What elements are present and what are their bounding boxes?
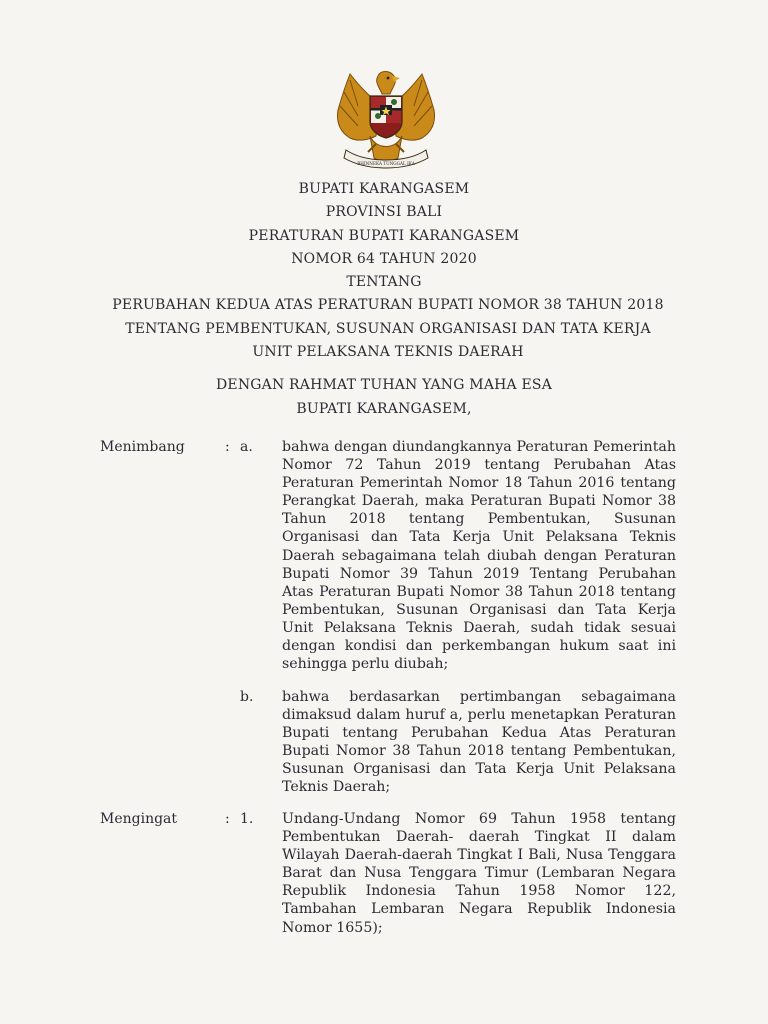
item-marker: b. (240, 689, 254, 705)
regulation-type: PERATURAN BUPATI KARANGASEM (248, 227, 520, 244)
svg-text:BHINNEKA TUNGGAL IKA: BHINNEKA TUNGGAL IKA (357, 161, 415, 166)
recalling-colon: : (225, 811, 230, 827)
item-marker: 1. (240, 811, 254, 827)
considering-colon: : (225, 439, 230, 455)
item-marker: a. (240, 439, 253, 455)
regulation-number: NOMOR 64 TAHUN 2020 (291, 250, 477, 267)
item-text: bahwa berdasarkan pertimbangan sebagaimana dimaksud dalam huruf a, perlu menetapkan Peraturan Bupati tentang Perubahan Kedua Atas Peraturan Bupati Nomor 38 Tahun 2018 tentang Pembentukan, Susunan Organisasi dan Tata Kerja Unit Pelaksana Teknis Daerah; (282, 689, 676, 796)
regulation-about: TENTANG (346, 274, 422, 291)
regulation-title-line-3: UNIT PELAKSANA TEKNIS DAERAH (252, 344, 524, 361)
item-text: Undang-Undang Nomor 69 Tahun 1958 tentang Pembentukan Daerah- daerah Tingkat II dalam Wilayah Daerah-daerah Tingkat I Bali, Nusa Tenggara Barat dan Nusa Tenggara Timur (Lembaran Negara Republik Indonesia Tahun 1958 Nomor 122, Tambahan Lembaran Negara Republik Indonesia Nomor 1655); (282, 811, 676, 936)
considering-label: Menimbang (100, 439, 185, 455)
invocation: DENGAN RAHMAT TUHAN YANG MAHA ESA (215, 377, 553, 394)
garuda-emblem-icon (328, 66, 444, 172)
item-text: bahwa dengan diundangkannya Peraturan Pemerintah Nomor 72 Tahun 2019 tentang Perubahan Atas Peraturan Pemerintah Nomor 18 Tahun 2016 tentang Perangkat Daerah, maka Peraturan Bupati Nomor 38 Tahun 2018 tentang Pembentukan, Susunan Organisasi dan Tata Kerja Unit Pelaksana Teknis Daerah sebagaimana telah diubah dengan Peraturan Bupati Nomor 39 Tahun 2019 Tentang Perubahan Atas Peraturan Bupati Nomor 38 Tahun 2018 tentang Pembentukan, Susunan Organisasi dan Tata Kerja Unit Pelaksana Teknis Daerah, sudah tidak sesuai dengan kondisi dan perkembangan hukum saat ini sehingga perlu diubah; (282, 439, 676, 673)
enacting-authority: BUPATI KARANGASEM, (296, 400, 472, 417)
document-header (0, 178, 768, 421)
recalling-label: Mengingat (100, 811, 178, 827)
issuer-title: BUPATI KARANGASEM (298, 181, 470, 197)
regulation-title-line-1: PERUBAHAN KEDUA ATAS PERATURAN BUPATI NOMOR 38 TAHUN 2018 (112, 297, 664, 314)
province-title: PROVINSI BALI (325, 204, 443, 221)
regulation-title-line-2: TENTANG PEMBENTUKAN, SUSUNAN ORGANISASI DAN TATA KERJA (125, 320, 651, 337)
